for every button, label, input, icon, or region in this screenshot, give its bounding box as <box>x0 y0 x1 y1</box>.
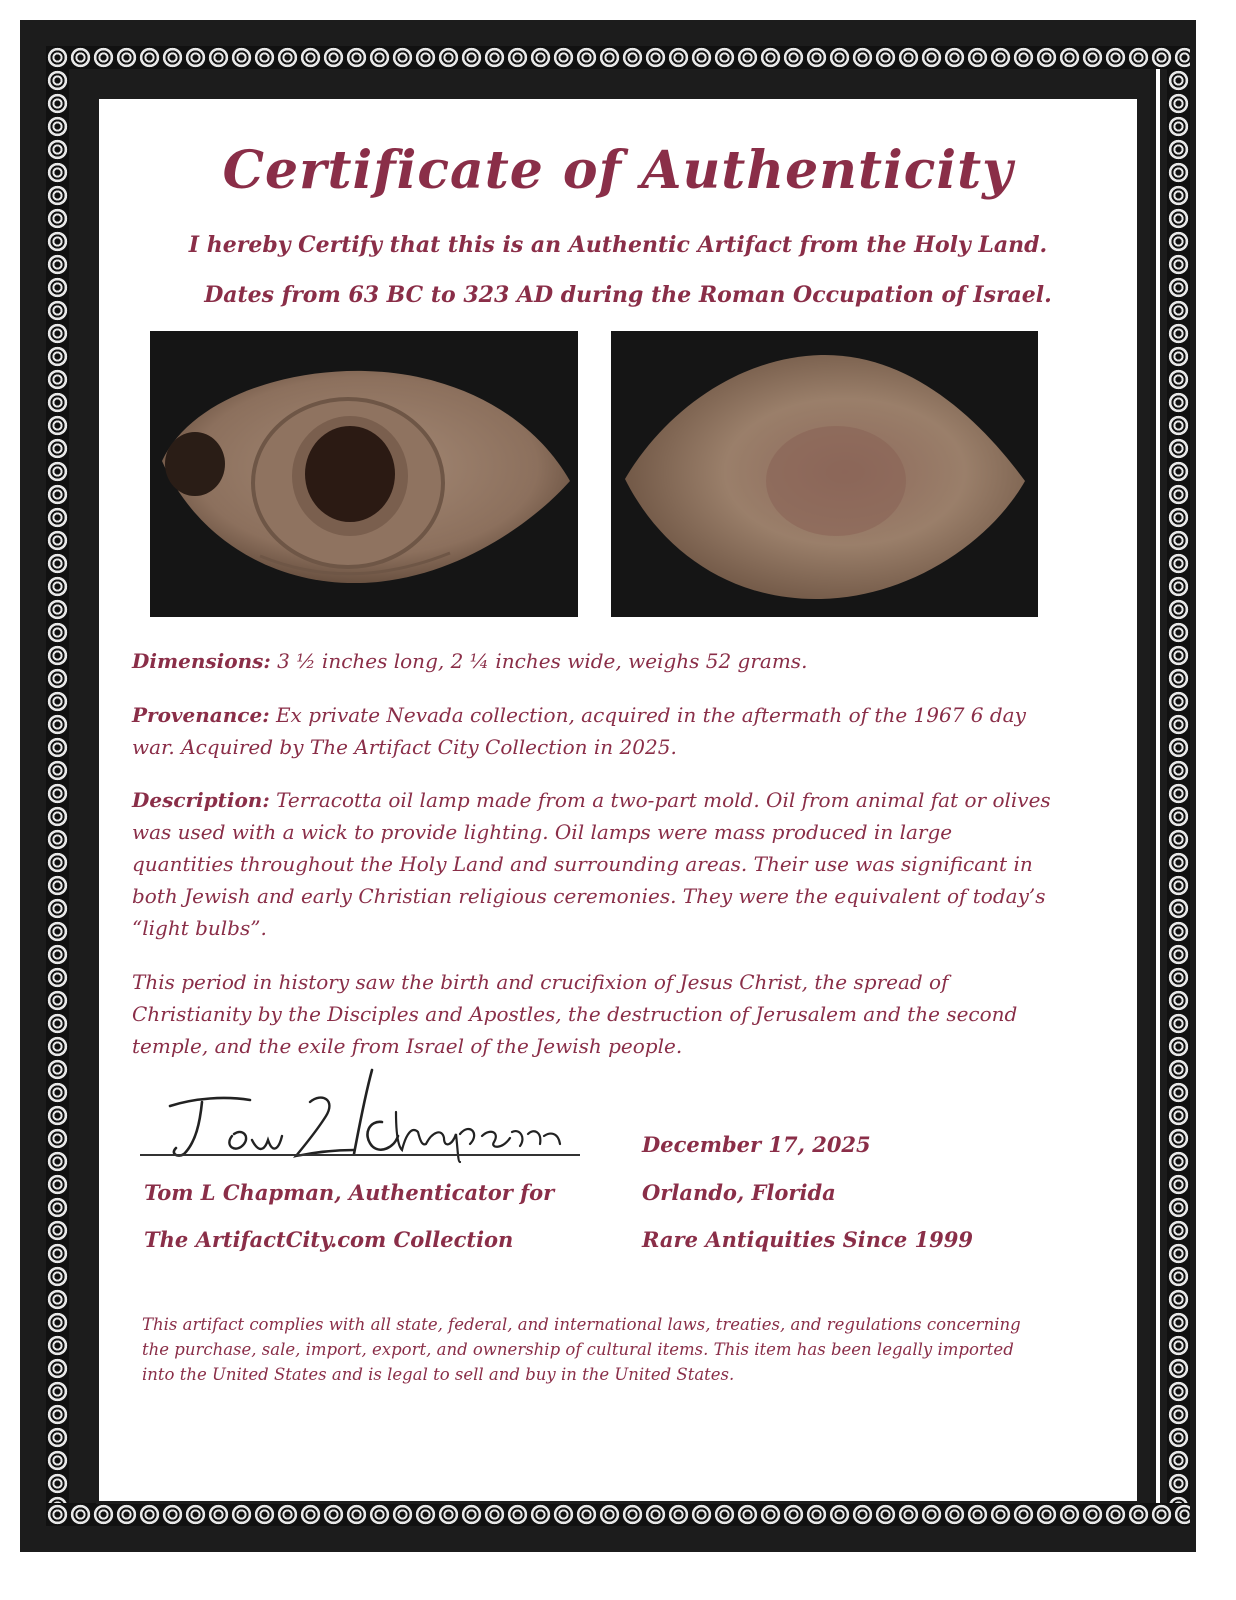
artifact-photo-top <box>150 331 578 617</box>
description-label: Description: <box>132 788 270 812</box>
handwritten-signature <box>140 1062 580 1164</box>
dimensions-text: 3 ½ inches long, 2 ¼ inches wide, weighs 52 grams. <box>270 649 808 673</box>
oil-lamp-bottom-image <box>611 331 1038 617</box>
provenance-label: Provenance: <box>132 703 270 727</box>
ring-pattern-top <box>46 46 1190 69</box>
history-paragraph: This period in history saw the birth and crucifixion of Jesus Christ, the spread of Christianity by the Disciples and Apostles, the destruction of Jerusalem and the second temple, and the exile from Israel of the Jewish people. <box>132 970 1018 1058</box>
dimensions-paragraph <box>132 645 1052 677</box>
certificate-date: December 17, 2025 <box>642 1132 871 1157</box>
dimensions-label: Dimensions: <box>132 649 271 673</box>
signature-line <box>140 1154 580 1156</box>
certificate-location: Orlando, Florida <box>642 1180 836 1205</box>
authenticator-collection: The ArtifactCity.com Collection <box>144 1227 514 1252</box>
provenance-paragraph <box>132 699 1052 763</box>
certification-statement: I hereby Certify that this is an Authentic Artifact from the Holy Land. <box>188 232 1048 258</box>
authenticator-name: Tom L Chapman, Authenticator for <box>144 1180 555 1205</box>
company-tagline: Rare Antiquities Since 1999 <box>642 1227 973 1252</box>
oil-lamp-top-image <box>150 331 578 617</box>
description-text: Terracotta oil lamp made from a two-part mold. Oil from animal fat or olives was used with a wick to provide lighting. Oil lamps were mass produced in large quantities throughout the Holy Land and surrounding areas. Their use was significant in both Jewish and early Christian religious ceremonies. They were the equivalent of today’s “light bulbs”. <box>132 788 1051 940</box>
provenance-text: Ex private Nevada collection, acquired in the aftermath of the 1967 6 day war. Acquired by The Artifact City Collection in 2025. <box>132 703 1026 759</box>
description-paragraph <box>132 784 1052 944</box>
ring-pattern-bottom <box>46 1503 1190 1526</box>
date-range-statement: Dates from 63 BC to 323 AD during the Roman Occupation of Israel. <box>204 282 1052 308</box>
artifact-photo-bottom <box>611 331 1038 617</box>
certificate-title: Certificate of Authenticity <box>222 140 1014 201</box>
legal-compliance-text: This artifact complies with all state, federal, and international laws, treaties, and regulations concerning the purchase, sale, import, export, and ownership of cultural items. This item has been legally imported into the United States and is legal to sell and buy in the United States. <box>142 1315 1021 1384</box>
